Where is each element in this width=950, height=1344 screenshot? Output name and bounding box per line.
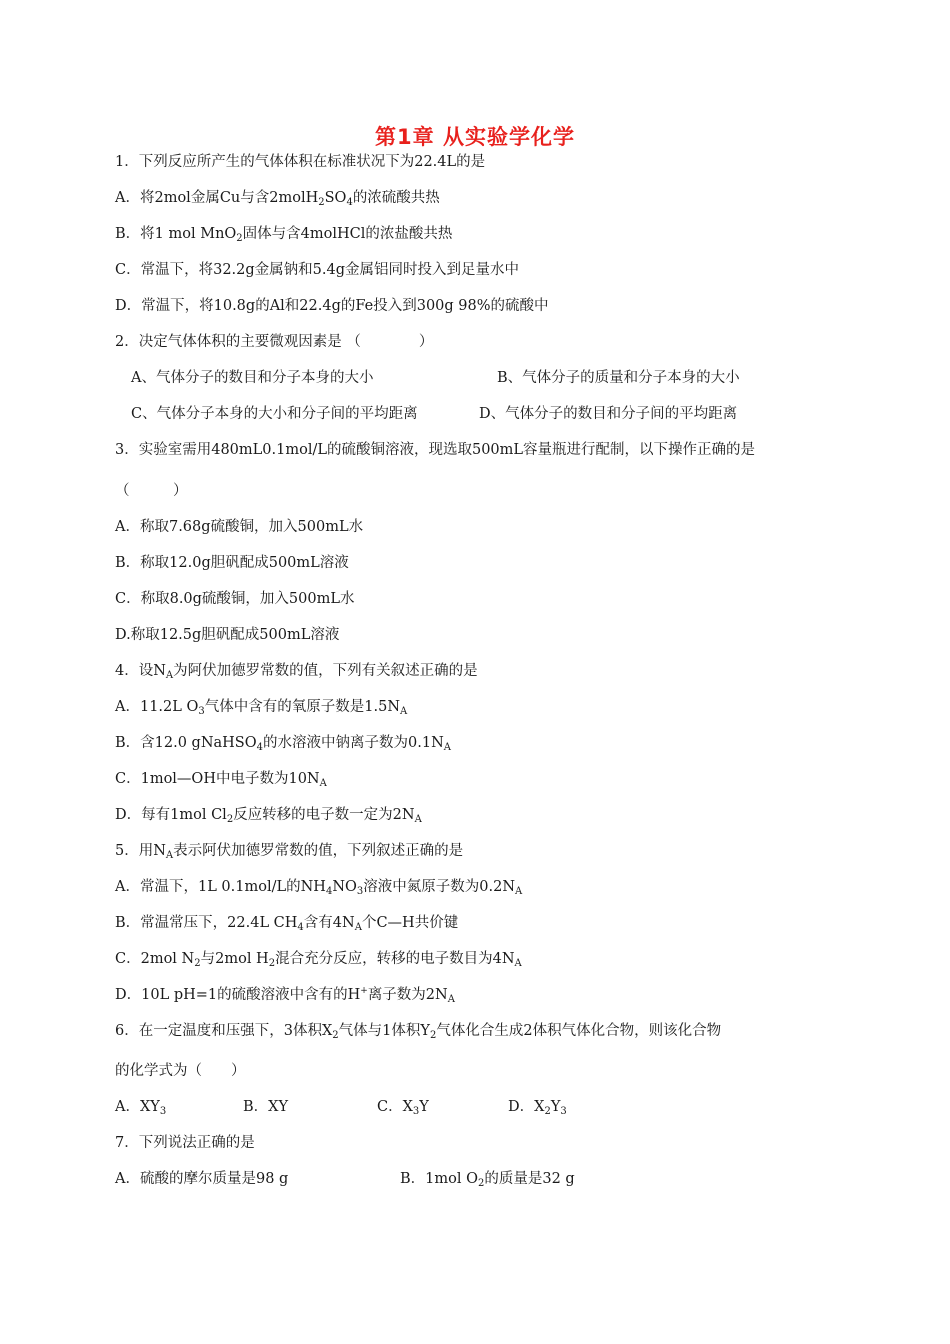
q2-option-a: A、气体分子的数目和分子本身的大小 <box>131 370 374 386</box>
q7-option-b: B．1mol $O_2$的质量是32 g <box>400 1171 575 1189</box>
q4-option-c: C．1mol—OH中电子数为$10N_A$ <box>115 771 327 789</box>
q6-option-c: C．$X_3Y$ <box>377 1099 429 1117</box>
q1-option-d: D．常温下，将10.8g的Al和22.4g的Fe投入到300g 98%的硫酸中 <box>115 298 549 314</box>
q6-option-d: D．$X_2Y_3$ <box>508 1099 567 1117</box>
q6-stem: 6．在一定温度和压强下，3体积$X_2$气体与1体积$Y_2$气体化合生成2体积气体化合物，则该化合物 <box>115 1023 722 1041</box>
q2-stem: 2．决定气体体积的主要微观因素是 （ ） <box>115 334 434 350</box>
q2-option-c: C、气体分子本身的大小和分子间的平均距离 <box>131 406 418 422</box>
q5-option-a: A．常温下，1L 0.1mol/L的$NH_4NO_3$溶液中氮原子数为$0.2N_A$ <box>115 879 523 897</box>
q3-option-d: D.称取12.5g胆矾配成500mL溶液 <box>115 627 340 643</box>
q3-option-c: C．称取8.0g硫酸铜，加入500mL水 <box>115 591 355 607</box>
q4-option-a: A．11.2L $O_3$气体中含有的氧原子数是$1.5N_A$ <box>115 699 408 717</box>
q1-stem: 1．下列反应所产生的气体体积在标准状况下为22.4L的是 <box>115 154 486 170</box>
q6-option-a: A．$XY_3$ <box>115 1099 167 1117</box>
q1-option-c: C．常温下，将32.2g金属钠和5.4g金属铝同时投入到足量水中 <box>115 262 520 278</box>
q3-option-b: B．称取12.0g胆矾配成500mL溶液 <box>115 555 349 571</box>
q3-option-a: A．称取7.68g硫酸铜，加入500mL水 <box>115 519 364 535</box>
q6-option-b: B．XY <box>243 1099 289 1115</box>
q1-option-b: B．将1 mol MnO$_2$固体与含4molHCl的浓盐酸共热 <box>115 226 453 244</box>
q5-option-d: D．10L pH=1的硫酸溶液中含有的H+离子数为$2N_A$ <box>115 986 455 1005</box>
q7-option-a: A．硫酸的摩尔质量是98 g <box>115 1171 289 1187</box>
q5-stem: 5．用$N_A$表示阿伏加德罗常数的值，下列叙述正确的是 <box>115 843 464 861</box>
q2-option-b: B、气体分子的质量和分子本身的大小 <box>497 370 740 386</box>
q2-option-d: D、气体分子的数目和分子间的平均距离 <box>479 406 738 422</box>
q4-option-d: D．每有1mol $Cl_2$反应转移的电子数一定为$2N_A$ <box>115 807 422 825</box>
q3-answer-paren: （ ） <box>115 483 188 499</box>
document-title: 第1章 从实验学化学 <box>375 125 575 149</box>
q7-stem: 7．下列说法正确的是 <box>115 1135 255 1151</box>
q4-option-b: B．含12.0 gNaHSO$_4$的水溶液中钠离子数为$0.1N_A$ <box>115 735 451 753</box>
q4-stem: 4．设$N_A$为阿伏加德罗常数的值，下列有关叙述正确的是 <box>115 663 478 681</box>
q6-stem-continued: 的化学式为（ ） <box>115 1063 246 1079</box>
q3-stem: 3．实验室需用480mL0.1mol/L的硫酸铜溶液，现选取500mL容量瓶进行配制，以下操作正确的是 <box>115 442 756 458</box>
q5-option-c: C．2mol $N_2$与2mol $H_2$混合充分反应，转移的电子数目为$4N_A$ <box>115 951 522 969</box>
q1-option-a: A．将2mol金属Cu与含$2molH_2SO_4$的浓硫酸共热 <box>115 190 440 208</box>
q5-option-b: B．常温常压下，22.4L $CH_4$含有$4N_A$个C—H共价键 <box>115 915 459 933</box>
